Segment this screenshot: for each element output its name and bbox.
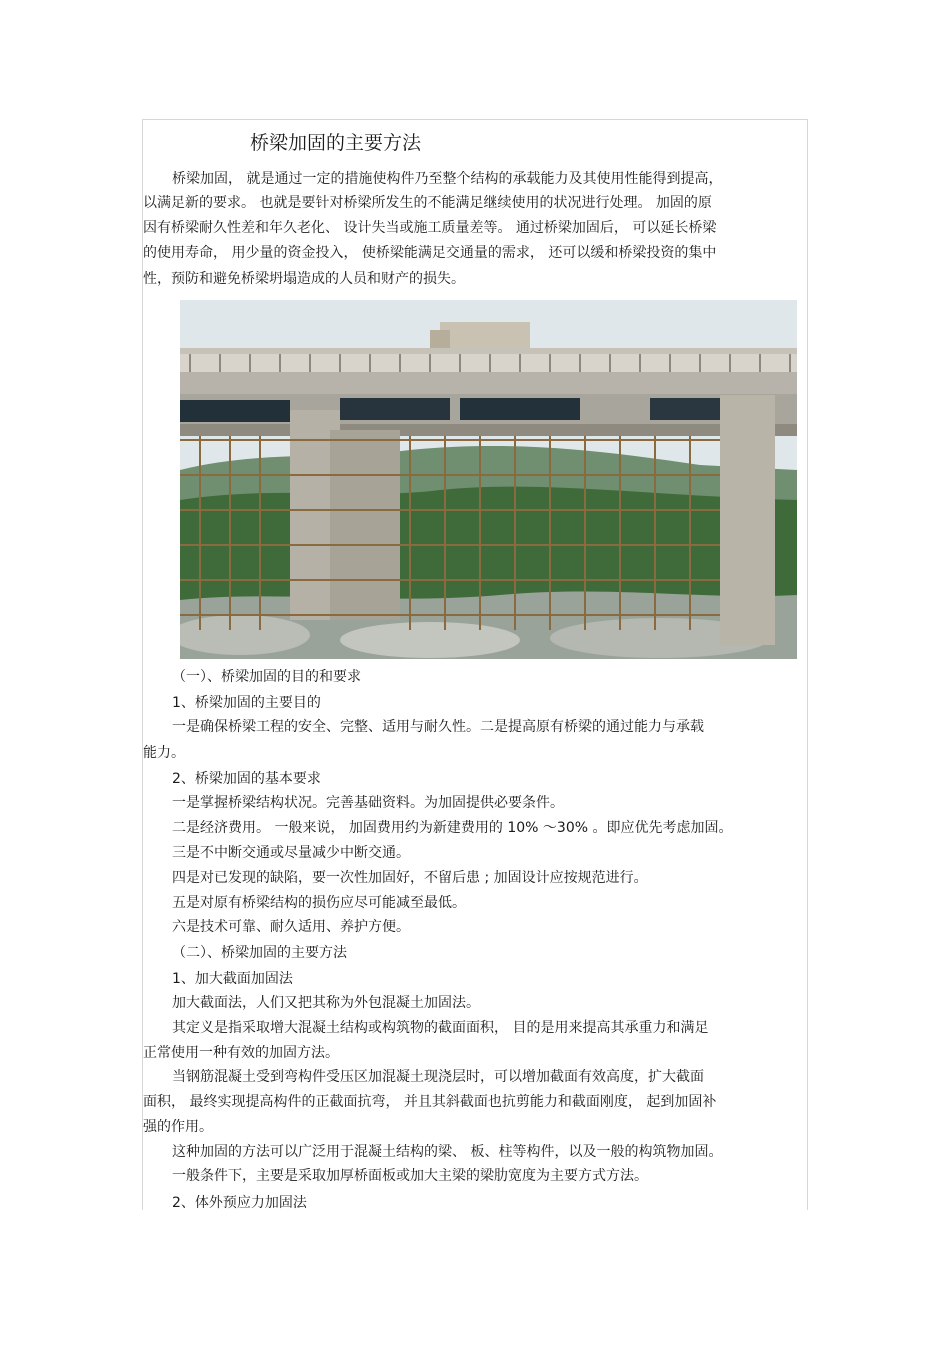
method-text-line: 其定义是指采取增大混凝土结构或构筑物的截面面积， 目的是用来提高其承重力和满足 xyxy=(172,1020,709,1036)
requirement-item: 三是不中断交通或尽量减少中断交通。 xyxy=(172,845,410,861)
requirement-item: 二是经济费用。 一般来说， 加固费用约为新建费用的 10% ～30% 。即应优先考虑加固。 xyxy=(172,820,733,836)
section-2-1-heading: 1、加大截面加固法 xyxy=(172,971,293,987)
requirement-item: 六是技术可靠、耐久适用、养护方便。 xyxy=(172,919,410,935)
intro-line-4: 的使用寿命， 用少量的资金投入， 使桥梁能满足交通量的需求， 还可以缓和桥梁投资的集中 xyxy=(143,245,717,261)
method-text-line: 正常使用一种有效的加固方法。 xyxy=(143,1045,339,1061)
section-1-heading: （一）、桥梁加固的目的和要求 xyxy=(172,669,361,685)
intro-line-3: 因有桥梁耐久性差和年久老化、 设计失当或施工质量差等。 通过桥梁加固后， 可以延长桥梁 xyxy=(143,220,717,236)
requirement-item: 一是掌握桥梁结构状况。完善基础资料。为加固提供必要条件。 xyxy=(172,795,564,811)
method-text-line: 面积， 最终实现提高构件的正截面抗弯， 并且其斜截面也抗剪能力和截面刚度， 起到加固补 xyxy=(143,1094,717,1110)
section-1-1-line-1: 一是确保桥梁工程的安全、完整、适用与耐久性。二是提高原有桥梁的通过能力与承载 xyxy=(172,719,704,735)
section-1-1-heading: 1、桥梁加固的主要目的 xyxy=(172,695,321,711)
section-1-2-heading: 2、桥梁加固的基本要求 xyxy=(172,771,321,787)
requirement-item: 五是对原有桥梁结构的损伤应尽可能减至最低。 xyxy=(172,895,466,911)
method-text-line: 一般条件下，主要是采取加厚桥面板或加大主梁的梁肋宽度为主要方式方法。 xyxy=(172,1168,648,1184)
section-2-heading: （二）、桥梁加固的主要方法 xyxy=(172,945,347,961)
doc-title: 桥梁加固的主要方法 xyxy=(250,132,422,154)
method-text-line: 这种加固的方法可以广泛用于混凝土结构的梁、 板、柱等构件，以及一般的构筑物加固。 xyxy=(172,1144,723,1160)
method-text-line: 当钢筋混凝土受到弯构件受压区加混凝土现浇层时，可以增加截面有效高度，扩大截面 xyxy=(172,1069,704,1085)
section-2-2-heading: 2、体外预应力加固法 xyxy=(172,1195,307,1211)
section-1-1-line-2: 能力。 xyxy=(143,745,185,761)
method-text-line: 强的作用。 xyxy=(143,1119,213,1135)
intro-line-2: 以满足新的要求。 也就是要针对桥梁所发生的不能满足继续使用的状况进行处理。 加固的原 xyxy=(143,195,712,211)
method-text-line: 加大截面法，人们又把其称为外包混凝土加固法。 xyxy=(172,995,480,1011)
intro-line-1: 桥梁加固， 就是通过一定的措施使构件乃至整个结构的承载能力及其使用性能得到提高， xyxy=(172,171,723,187)
intro-line-5: 性，预防和避免桥梁坍塌造成的人员和财产的损失。 xyxy=(143,271,465,287)
requirement-item: 四是对已发现的缺陷，要一次性加固好，不留后患 ; 加固设计应按规范进行。 xyxy=(172,870,648,886)
bridge-reinforcement-photo xyxy=(180,300,797,659)
